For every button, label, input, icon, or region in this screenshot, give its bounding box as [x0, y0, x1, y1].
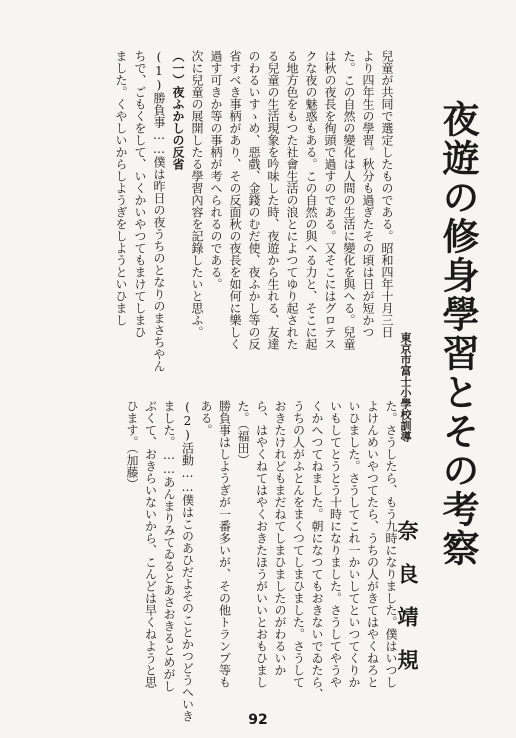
text-line: る兒童の生活現象を吟味した時、夜遊から生れる、友達: [266, 50, 280, 350]
section-heading: （一）夜ふかしの反省: [171, 50, 185, 170]
text-line: おきたけれどもまだねてしまひましたのがわるいか: [273, 400, 287, 676]
text-line: る地方色をもつた社會生活の浪とによつてゆり起された: [285, 50, 299, 350]
author-affiliation: 東京市富士小學校訓導: [399, 332, 412, 442]
text-line: 次に兒童の展開したる學習內容を記錄したいと思ふ。: [190, 50, 204, 338]
text-line: た。この自然の變化は人間の生活に變化を與へる。兒童: [342, 50, 356, 350]
text-line: 勝負事はしようぎが一番多いが、その他トランプ等も: [217, 400, 232, 688]
upper-text-column: [30, 50, 396, 394]
text-line: クな夜の魅惑もある。この自然の與へる力と、そこに起: [304, 50, 318, 350]
text-line: 省すべき事柄があり、その反面秋の夜長を如何に樂しく: [228, 50, 242, 350]
text-line: うちの人がふとんをまくつてしまひました。さうして: [291, 400, 306, 688]
page-number: 92: [248, 712, 268, 728]
article-title: 夜遊の修身學習とその考察: [436, 100, 480, 568]
text-line: 過す可きか等の事柄が考へられるのである。: [209, 50, 223, 290]
text-line: た。さうしたら、もう九時になりました。僕はいつし: [384, 400, 398, 688]
text-line: 兒童が共同で選定したものである。昭和四年十月三日: [380, 50, 394, 338]
text-line: より四年生の學習。秋分も過ぎたその頃は日が短かつ: [361, 50, 375, 338]
text-line: ら、はやくねてはやくおきたほうがいいとおもひまし: [254, 400, 269, 688]
text-line: ました。くやしいからしようぎをしようといひまし: [114, 50, 128, 326]
text-line: ました。……あんまりみてゐるとあさおきるとめがし: [162, 400, 176, 692]
text-line: よけんめいやつてたら、うちの人がきてはやくねろと: [365, 400, 380, 688]
text-line: ちで、ごもくをして、いくかいやつてもまけてしまひ: [133, 50, 147, 338]
text-line: ぶくて、おきらいないから、こんどは早くねようと思: [143, 400, 158, 688]
text-line: (2)活動……僕はこのあひだよそのことかつどうへいき: [180, 400, 195, 722]
author-name: 奈良靖規: [395, 520, 420, 692]
text-line: いひました。さうしてこれ一かいしてといつてくりか: [347, 400, 361, 688]
text-line: は秋の夜長を徇頭で過すのである。又そこにはグロテス: [323, 50, 337, 350]
text-line: (1)勝負事……僕は昨日の夜うちのとなりのまさちやん: [152, 50, 166, 372]
text-line: くかへつてねました。朝になつてもおきないでゐたら、: [310, 400, 324, 700]
text-line: いもしてとうとう十時になりました。さうしてやうや: [328, 400, 343, 688]
text-line: ひます。（加藤）: [125, 400, 139, 490]
text-line: た。（福田）: [236, 400, 250, 466]
text-line: のわるいすゝめ、惡戲、金錢のむだ使、夜ふかし等の反: [247, 50, 261, 350]
text-line: ある。: [199, 400, 213, 436]
